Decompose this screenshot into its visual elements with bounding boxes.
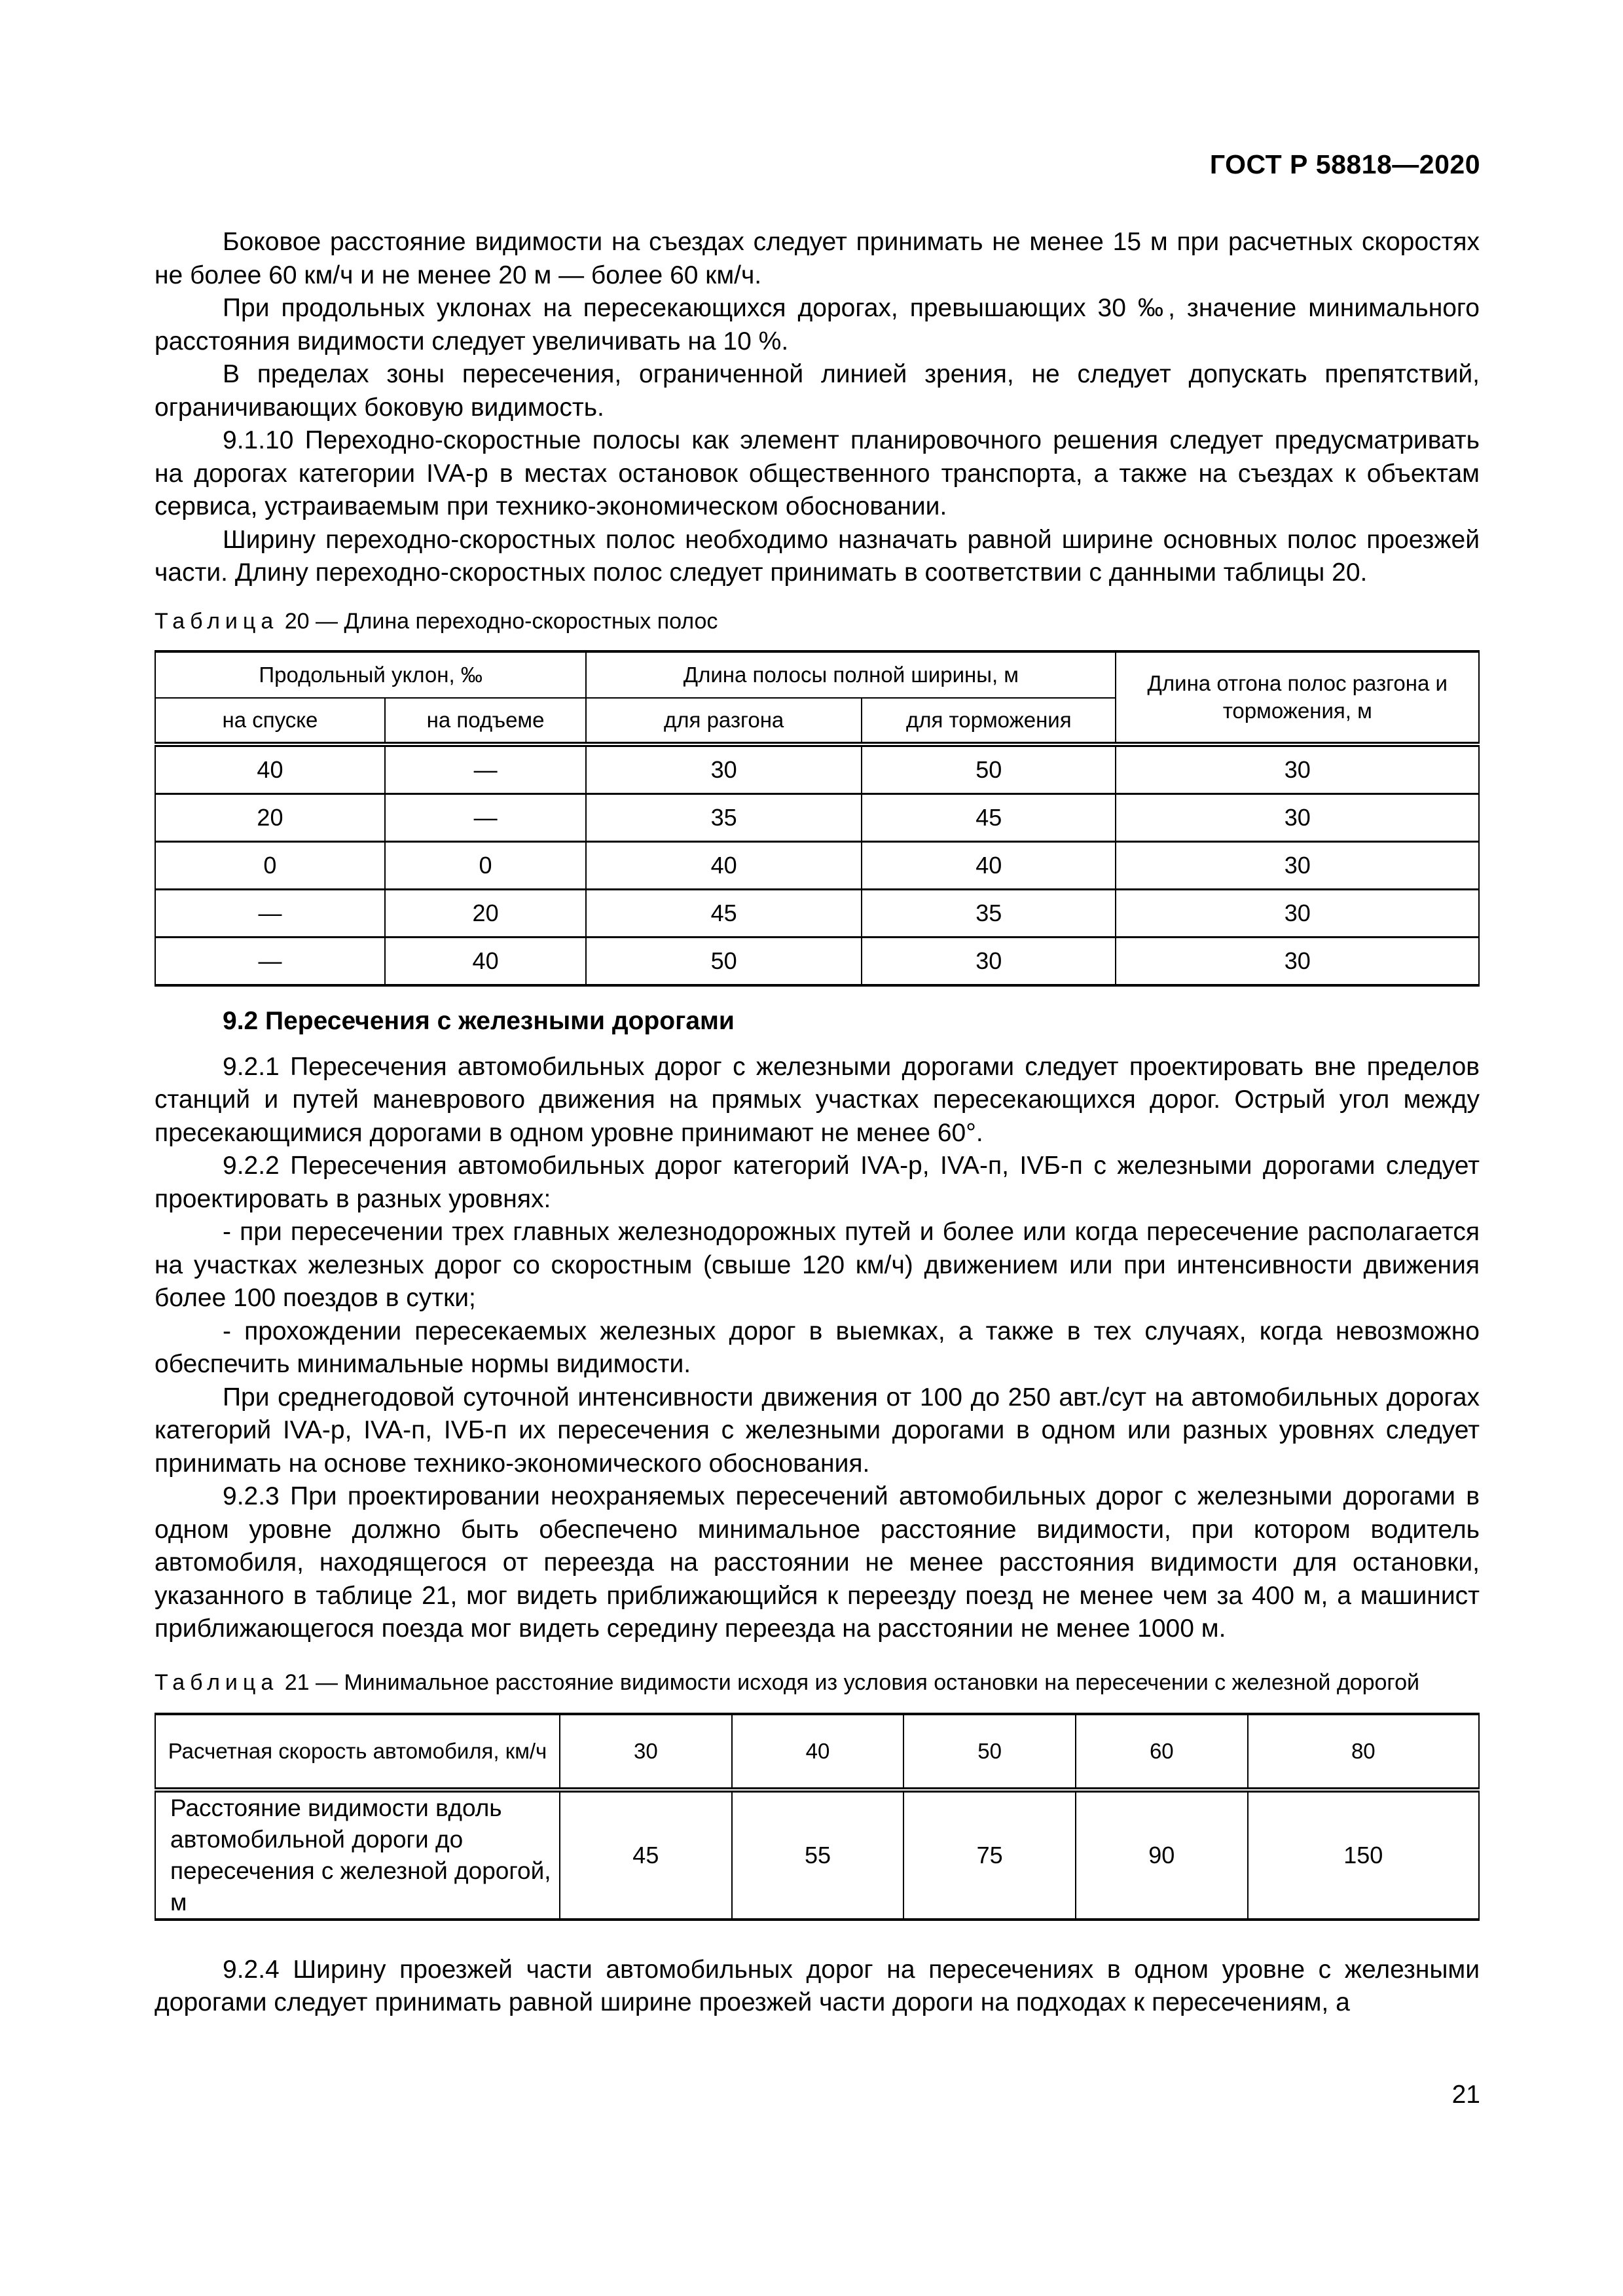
- header-decel: для торможения: [862, 698, 1116, 744]
- speed-cell: 40: [732, 1714, 904, 1790]
- distance-cell: 150: [1248, 1790, 1479, 1920]
- table-caption-text: 20 — Длина переходно-скоростных полос: [284, 608, 718, 634]
- cell: —: [155, 889, 385, 937]
- paragraph: В пределах зоны пересечения, ограниченной линией зрения, не следует допускать препятствий, ограничивающих боковую видимость.: [155, 360, 1480, 422]
- header-accel: для разгона: [586, 698, 862, 744]
- document-code-header: ГОСТ Р 58818—2020: [1209, 149, 1480, 179]
- paragraph: При среднегодовой суточной интенсивности движения от 100 до 250 авт./сут на автомобильных дорогах категорий IVA-р, IVA-п, IVБ-п их пересечения с железными дорогами в одном или разных уровнях следует принимать на основе технико-экономического обоснования.: [155, 1383, 1480, 1478]
- cell: 20: [155, 793, 385, 841]
- cell: 50: [862, 744, 1116, 794]
- cell: 40: [385, 937, 586, 985]
- cell: 50: [586, 937, 862, 985]
- cell: 40: [862, 841, 1116, 889]
- cell: 30: [586, 744, 862, 794]
- speed-cell: 30: [560, 1714, 732, 1790]
- table-row: [155, 793, 1479, 841]
- page-content: [155, 226, 1480, 2020]
- distance-cell: 45: [560, 1790, 732, 1920]
- table-row: [155, 889, 1479, 937]
- cell: 35: [586, 793, 862, 841]
- header-uphill: на подъеме: [385, 698, 586, 744]
- table-row: [155, 1790, 1479, 1920]
- cell: 20: [385, 889, 586, 937]
- bullet-item: - прохождении пересекаемых железных дорог в выемках, а также в тех случаях, когда невозможно обеспечить минимальные нормы видимости.: [155, 1317, 1480, 1378]
- cell: 0: [385, 841, 586, 889]
- header-speed-label: Расчетная скорость автомобиля, км/ч: [155, 1714, 560, 1790]
- distance-cell: 90: [1076, 1790, 1248, 1920]
- bullet-item: - при пересечении трех главных железнодорожных путей и более или когда пересечение располагается на участках железных дорог со скоростным (свыше 120 км/ч) движением или при интенсивности движения более 100 поездов в сутки;: [155, 1218, 1480, 1312]
- paragraph-9-2-3: 9.2.3 При проектировании неохраняемых пересечений автомобильных дорог с железными дорогами в одном уровне должно быть обеспечено минимальное расстояние видимости, при котором водитель автомобиля, находящегося от переезда на расстоянии не менее расстояния видимости для остановки, указанного в таблице 21, мог видеть приближающийся к переезду поезд не менее чем за 400 м, а машинист приближающегося поезда мог видеть середину переезда на расстоянии не менее 1000 м.: [155, 1482, 1480, 1643]
- cell: 0: [155, 841, 385, 889]
- cell: 30: [1116, 889, 1479, 937]
- distance-cell: 55: [732, 1790, 904, 1920]
- table-21: [155, 1713, 1480, 1921]
- cell: 45: [586, 889, 862, 937]
- cell: 40: [586, 841, 862, 889]
- speed-cell: 50: [903, 1714, 1076, 1790]
- table-caption-label: Таблица: [155, 1669, 279, 1695]
- paragraph-9-2-4: 9.2.4 Ширину проезжей части автомобильных дорог на пересечениях в одном уровне с железными дорогами следует принимать равной ширине проезжей части дороги на подходах к пересечениям, а: [155, 1955, 1480, 2016]
- paragraph: При продольных уклонах на пересекающихся дорогах, превышающих 30 ‰, значение минимального расстояния видимости следует увеличивать на 10 %.: [155, 294, 1480, 355]
- header-full-width: Длина полосы полной ширины, м: [586, 651, 1116, 698]
- paragraph: Ширину переходно-скоростных полос необходимо назначать равной ширине основных полос проезжей части. Длину переходно-скоростных полос следует принимать в соответствии с данными таблицы 20.: [155, 525, 1480, 587]
- cell: —: [385, 793, 586, 841]
- table-row: [155, 937, 1479, 985]
- header-downhill: на спуске: [155, 698, 385, 744]
- cell: 35: [862, 889, 1116, 937]
- cell: 30: [1116, 841, 1479, 889]
- cell: —: [155, 937, 385, 985]
- cell: 40: [155, 744, 385, 794]
- speed-cell: 60: [1076, 1714, 1248, 1790]
- table-20-caption: [155, 607, 1480, 636]
- paragraph-9-2-1: 9.2.1 Пересечения автомобильных дорог с железными дорогами следует проектировать вне пределов станций и путей маневрового движения на прямых участках пересекающихся дорог. Острый угол между пресекающимися дорогами в одном уровне принимают не менее 60°.: [155, 1052, 1480, 1147]
- table-row: [155, 744, 1479, 794]
- distance-cell: 75: [903, 1790, 1076, 1920]
- cell: 30: [1116, 744, 1479, 794]
- paragraph-9-2-2: 9.2.2 Пересечения автомобильных дорог категорий IVA-р, IVA-п, IVБ-п с железными дорогами следует проектировать в разных уровнях:: [155, 1152, 1480, 1213]
- table-21-caption: [155, 1668, 1480, 1697]
- cell: 30: [1116, 793, 1479, 841]
- header-taper: Длина отгона полос разгона и торможения, м: [1116, 651, 1479, 744]
- cell: 30: [862, 937, 1116, 985]
- cell: 30: [1116, 937, 1479, 985]
- table-row: [155, 841, 1479, 889]
- speed-cell: 80: [1248, 1714, 1479, 1790]
- paragraph-9-1-10: 9.1.10 Переходно-скоростные полосы как элемент планировочного решения следует предусматривать на дорогах категории IVA-р в местах остановок общественного транспорта, а также на съездах к объектам сервиса, устраиваемым при технико-экономическом обосновании.: [155, 426, 1480, 520]
- header-slope: Продольный уклон, ‰: [155, 651, 586, 698]
- cell: —: [385, 744, 586, 794]
- table-20: [155, 650, 1480, 987]
- paragraph: Боковое расстояние видимости на съездах следует принимать не менее 15 м при расчетных скоростях не более 60 км/ч и не менее 20 м — более 60 км/ч.: [155, 228, 1480, 289]
- section-heading: 9.2 Пересечения с железными дорогами: [223, 1006, 735, 1035]
- page-number: 21: [1451, 2081, 1480, 2109]
- table-caption-text: 21 — Минимальное расстояние видимости исходя из условия остановки на пересечении с железной дорогой: [284, 1669, 1419, 1695]
- cell: 45: [862, 793, 1116, 841]
- table-caption-label: Таблица: [155, 608, 279, 634]
- row-label: Расстояние видимости вдоль автомобильной дороги до пересечения с железной дорогой, м: [155, 1790, 560, 1920]
